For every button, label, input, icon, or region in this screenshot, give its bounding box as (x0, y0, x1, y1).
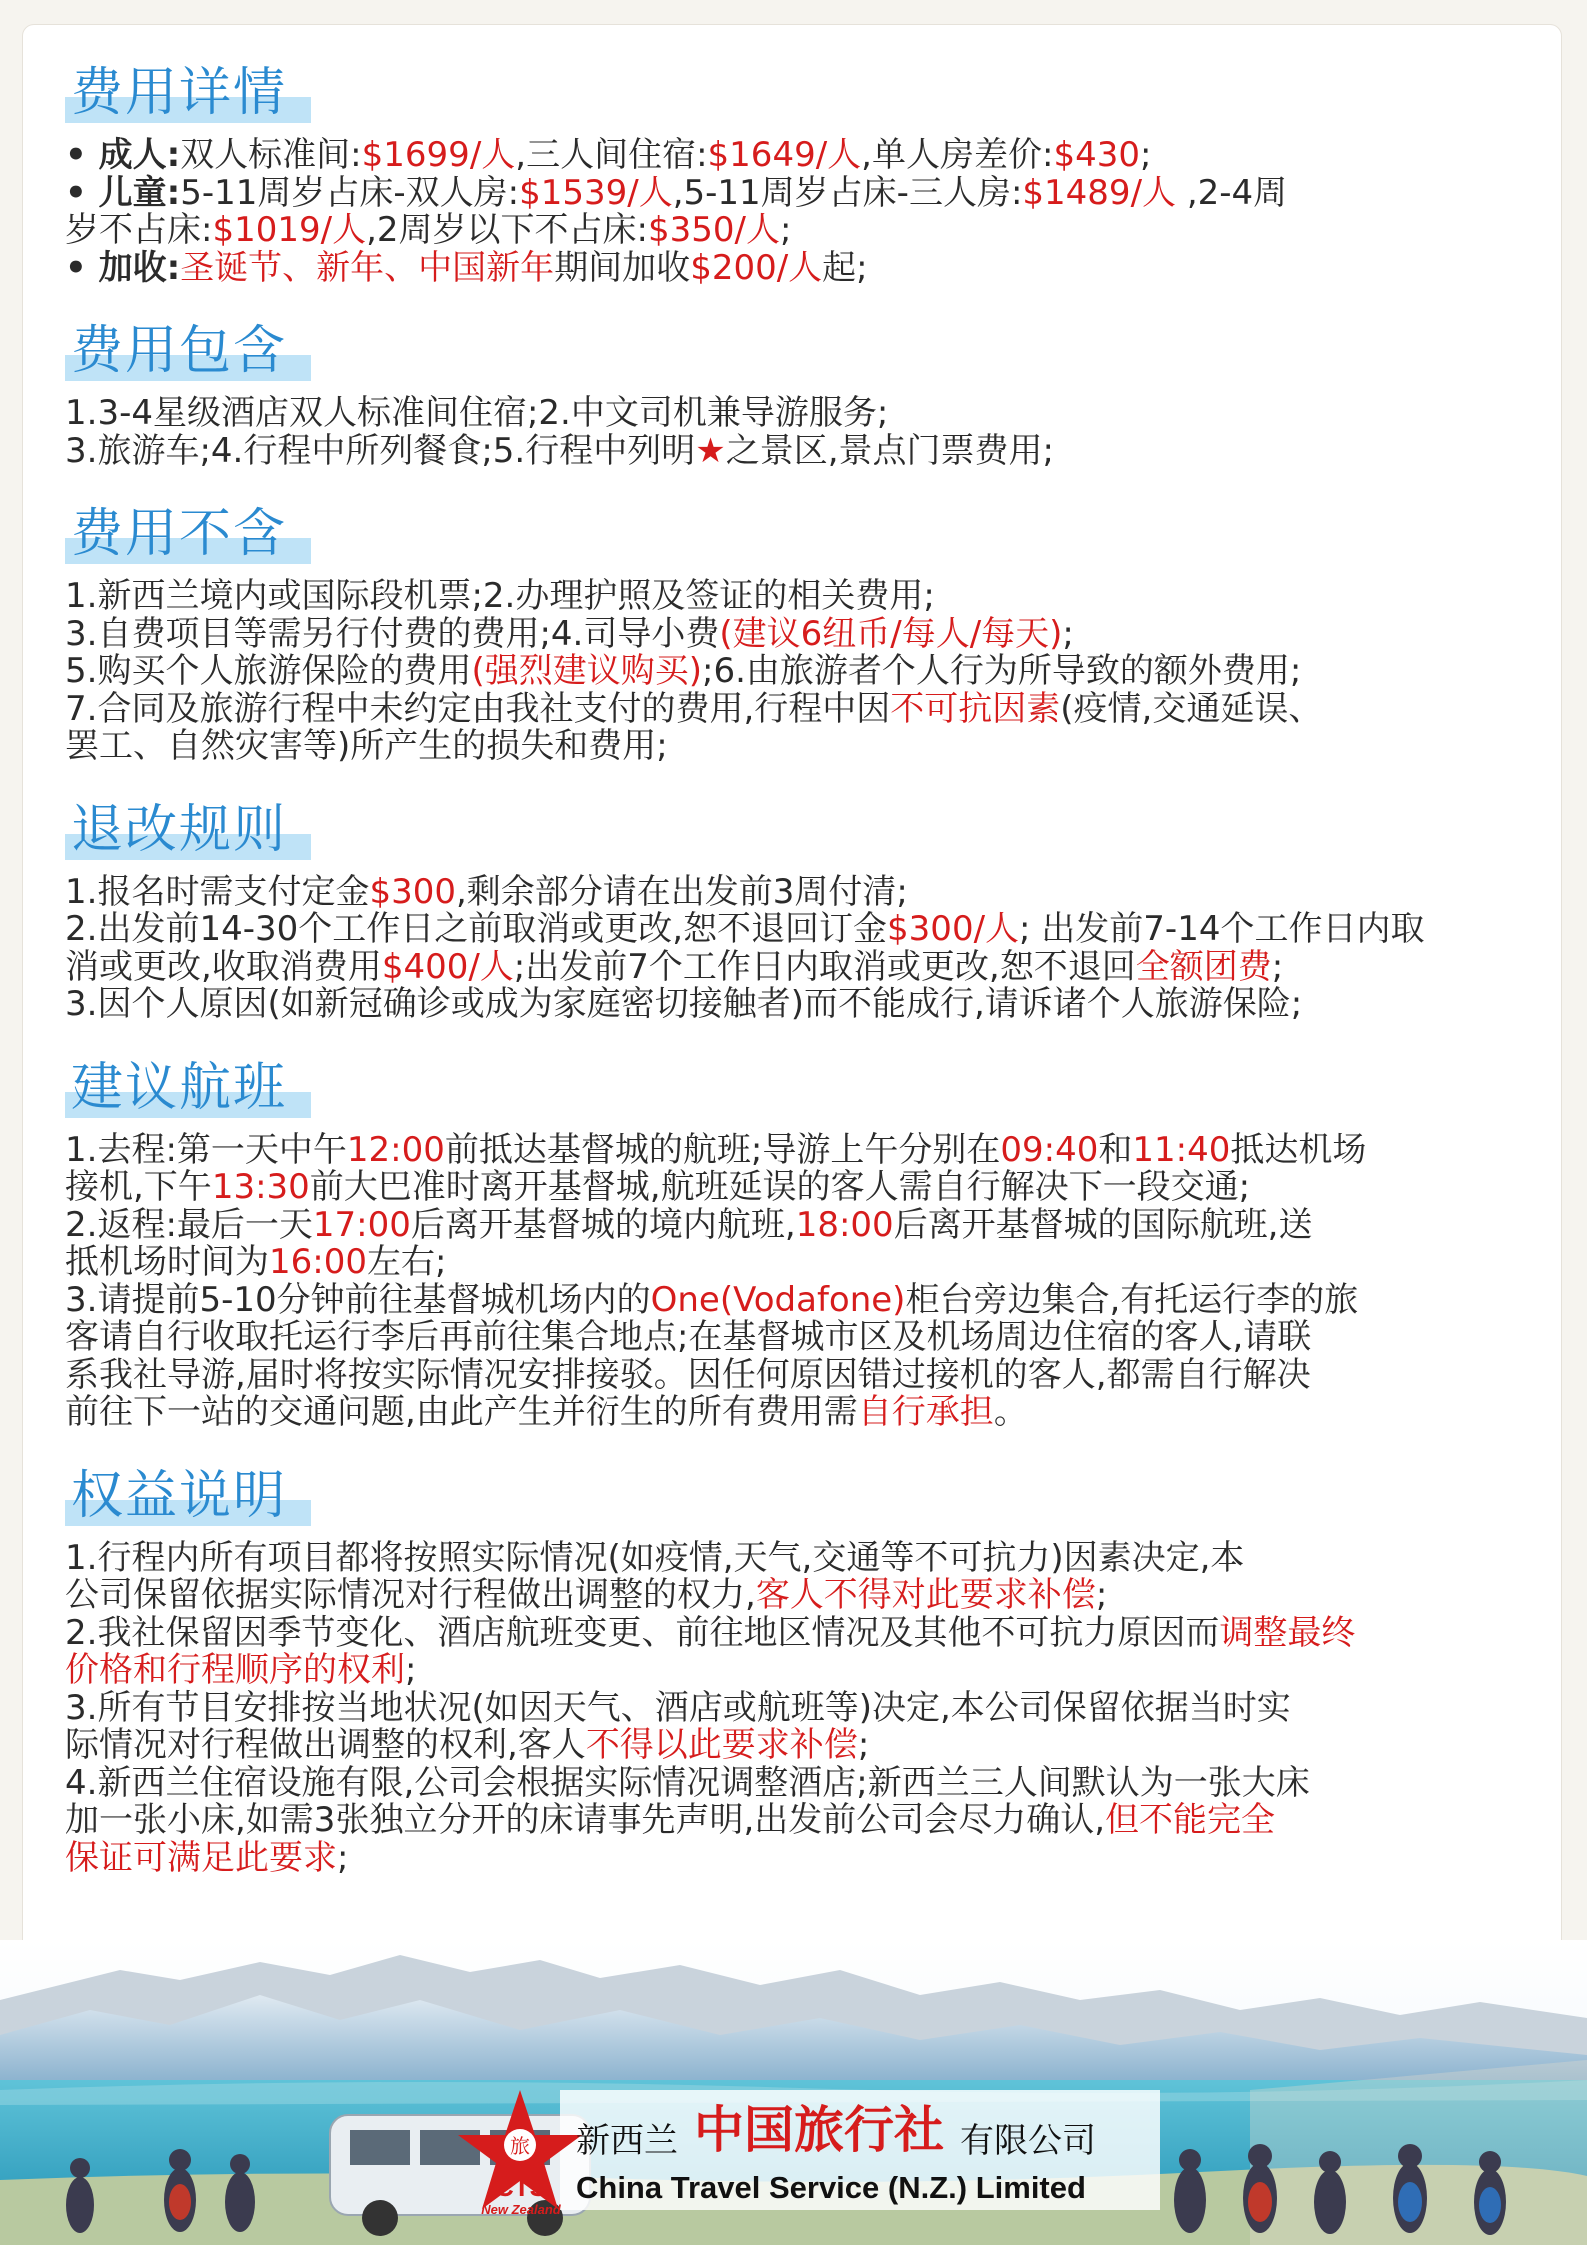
cts-logo-text: CTS (495, 2172, 547, 2202)
body-text: 1.行程内所有项目都将按照实际情况(如疫情,天气,交通等不可抗力)因素决定,本 (65, 1537, 1245, 1578)
label-text: 儿童: (98, 172, 181, 213)
company-name-suffix: 有限公司 (960, 2121, 1096, 2161)
section-heading (65, 55, 287, 131)
highlight-text: 但不能完全 (1105, 1800, 1276, 1840)
body-text: 前往下一站的交通问题,由此产生并衍生的所有费用需 (65, 1392, 858, 1432)
text-line (65, 247, 1525, 288)
section-body (65, 578, 1525, 766)
body-text: 左右; (366, 1242, 447, 1282)
text-line (65, 395, 1525, 433)
highlight-text: $1649/人 (707, 135, 862, 175)
section (65, 55, 1525, 287)
highlight-text: ★ (695, 430, 726, 471)
text-line (65, 1537, 1525, 1578)
text-line (65, 1169, 1525, 1207)
body-text: 前大巴准时离开基督城,航班延误的客人需自行解决下一段交通; (309, 1167, 1251, 1207)
body-text: 客请自行收取托运行李后再前往集合地点;在基督城市区及机场周边住宿的客人,请联 (65, 1317, 1312, 1357)
section-body (65, 137, 1525, 287)
highlight-text: 自行承担 (857, 1392, 994, 1432)
body-text: ;6.由旅游者个人行为所导致的额外费用; (701, 651, 1302, 691)
body-text: 之景区,景点门票费用; (725, 430, 1054, 471)
highlight-text: 不可抗因素 (890, 688, 1061, 729)
text-line (65, 986, 1525, 1024)
document-content (65, 55, 1525, 1903)
body-text: 接机,下午 (65, 1167, 212, 1207)
body-text: 2.出发前14-30个工作日之前取消或更改,恕不退回订金 (65, 909, 888, 949)
body-text: 和 (1098, 1129, 1133, 1170)
body-text: 5.购买个人旅游保险的费用 (65, 651, 472, 691)
highlight-text: $300 (369, 871, 456, 912)
section (65, 1050, 1525, 1432)
text-line (65, 911, 1525, 949)
highlight-text: 调整最终 (1219, 1612, 1356, 1653)
body-text: 7.合同及旅游行程中未约定由我社支付的费用,行程中因 (65, 688, 891, 729)
text-line (65, 172, 1525, 213)
body-text: ; (337, 1837, 349, 1878)
body-text: 2.我社保留因季节变化、酒店航班变更、前往地区情况及其他不可抗力原因而 (65, 1612, 1220, 1653)
text-line (65, 1204, 1525, 1245)
section-heading (65, 792, 287, 868)
text-line (65, 1837, 1525, 1878)
text-line (65, 613, 1525, 654)
body-text: 后离开基督城的国际航班,送 (893, 1204, 1313, 1245)
highlight-text: 09:40 (1000, 1129, 1099, 1170)
text-line (65, 1762, 1525, 1803)
text-line (65, 688, 1525, 729)
section-body (65, 1129, 1525, 1432)
body-text: ; (1139, 135, 1152, 175)
text-line (65, 1687, 1525, 1728)
highlight-text: $1019/人 (212, 210, 367, 250)
section (65, 792, 1525, 1024)
section-heading (65, 313, 287, 389)
body-text: 5-11周岁占床-双人房: (180, 172, 520, 213)
body-text: 加一张小床,如需3张独立分开的床请事先声明,出发前公司会尽力确认, (65, 1800, 1106, 1840)
section-title: 退改规则 (71, 799, 288, 860)
text-line (65, 430, 1525, 471)
body-text: ; (405, 1650, 417, 1690)
highlight-text: One(Vodafone) (650, 1279, 906, 1320)
body-text: 2.返程:最后一天 (65, 1204, 313, 1245)
body-text: ;出发前7个工作日内取消或更改,恕不退回 (513, 946, 1136, 987)
body-text: 3.因个人原因(如新冠确诊或成为家庭密切接触者)而不能成行,请诉诸个人旅游保险; (65, 984, 1303, 1024)
text-line (65, 946, 1525, 987)
body-text: ,2-4周 (1176, 172, 1288, 213)
body-text: ,剩余部分请在出发前3周付清; (455, 871, 908, 912)
body-text: 1.3-4星级酒店双人标准间住宿;2.中文司机兼导游服务; (65, 393, 889, 433)
section-body (65, 871, 1525, 1024)
highlight-text: 18:00 (795, 1204, 894, 1245)
body-text: 后离开基督城的境内航班, (410, 1204, 796, 1245)
text-line (65, 871, 1525, 912)
text-line (65, 1354, 1525, 1395)
body-text: 系我社导游,届时将按实际情况安排接驳。因任何原因错过接机的客人,都需自行解决 (65, 1354, 1311, 1395)
section-heading (65, 496, 287, 572)
text-line (65, 728, 1525, 766)
body-text: 抵达机场 (1230, 1129, 1367, 1170)
body-text: 期间加收 (554, 247, 691, 288)
cts-logo-subtext: New Zealand (481, 2202, 561, 2217)
body-text: 1.新西兰境内或国际段机票;2.办理护照及签证的相关费用; (65, 576, 935, 616)
highlight-text: 圣诞节、新年、中国新年 (180, 247, 555, 288)
body-text: 3.自费项目等需另行付费的费用;4.司导小费 (65, 613, 720, 654)
highlight-text: 17:00 (312, 1204, 411, 1245)
text-line (65, 1652, 1525, 1690)
highlight-text: $1539/人 (519, 172, 673, 213)
body-text: 1.去程:第一天中午 (65, 1129, 347, 1170)
highlight-text: 保证可满足此要求 (65, 1837, 337, 1878)
highlight-text: $430 (1053, 135, 1140, 175)
highlight-text: 13:30 (211, 1167, 310, 1207)
text-line (65, 1394, 1525, 1432)
body-text: 起; (822, 247, 868, 288)
highlight-text: $350/人 (648, 210, 780, 250)
body-text: 抵机场时间为 (65, 1242, 269, 1282)
highlight-text: $300/人 (887, 909, 1020, 949)
section (65, 313, 1525, 470)
label-text: • (65, 135, 99, 175)
body-text: 3.旅游车;4.行程中所列餐食;5.行程中列明 (65, 430, 696, 471)
section-heading (65, 1050, 287, 1126)
highlight-text: 全额团费 (1135, 946, 1272, 987)
highlight-text: 客人不得对此要求补偿 (755, 1575, 1096, 1615)
highlight-text: (建议6纽币/每人/每天) (719, 613, 1063, 654)
label-text: • (65, 247, 99, 288)
body-text: 3.所有节目安排按当地状况(如因天气、酒店或航班等)决定,本公司保留依据当时实 (65, 1687, 1291, 1728)
text-line (65, 212, 1525, 250)
body-text: ,三人间住宿: (515, 135, 708, 175)
body-text: 罢工、自然灾害等)所产生的损失和费用; (65, 726, 668, 766)
section-title: 费用不含 (71, 504, 288, 564)
text-line (65, 1612, 1525, 1653)
text-line (65, 137, 1525, 175)
label-text: 成人: (98, 135, 181, 175)
logo-badge-char: 旅 (510, 2134, 530, 2158)
company-name-english: China Travel Service (N.Z.) Limited (576, 2170, 1086, 2205)
label-text: 加收: (98, 247, 181, 288)
body-text: ; (1062, 613, 1074, 654)
section-heading (65, 1458, 287, 1534)
section (65, 1458, 1525, 1878)
section-title: 费用包含 (71, 321, 288, 381)
body-text: 4.新西兰住宿设施有限,公司会根据实际情况调整酒店;新西兰三人间默认为一张大床 (65, 1762, 1310, 1803)
highlight-text: 16:00 (269, 1242, 367, 1282)
highlight-text: $400/人 (381, 946, 514, 987)
body-text: 1.报名时需支付定金 (65, 871, 370, 912)
highlight-text: (强烈建议购买) (471, 651, 702, 691)
body-text: 柜台旁边集合,有托运行李的旅 (905, 1279, 1359, 1320)
highlight-text: 12:00 (346, 1129, 445, 1170)
body-text: 际情况对行程做出调整的权利,客人 (65, 1725, 586, 1765)
body-text: 前抵达基督城的航班;导游上午分别在 (444, 1129, 1001, 1170)
company-name-chinese (576, 2100, 1096, 2162)
body-text: ,2周岁以下不占床: (366, 210, 648, 250)
body-text: 双人标准间: (180, 135, 362, 175)
company-name-prefix: 新西兰 (576, 2121, 678, 2161)
highlight-text: 价格和行程顺序的权利 (65, 1650, 405, 1690)
section-title: 建议航班 (71, 1057, 288, 1118)
section (65, 496, 1525, 766)
highlight-text: $1489/人 (1022, 172, 1177, 213)
body-text: ; 出发前7-14个工作日内取 (1019, 909, 1425, 949)
text-line (65, 1802, 1525, 1840)
section-body (65, 1537, 1525, 1878)
body-text: (疫情,交通延误、 (1060, 688, 1323, 729)
body-text: ,单人房差价: (861, 135, 1054, 175)
text-line (65, 578, 1525, 616)
body-text: 3.请提前5-10分钟前往基督城机场内的 (65, 1279, 651, 1320)
highlight-text: $1699/人 (361, 135, 516, 175)
text-line (65, 1129, 1525, 1170)
text-line (65, 1244, 1525, 1282)
text-line (65, 1279, 1525, 1320)
text-line (65, 1727, 1525, 1765)
body-text: ; (857, 1725, 870, 1765)
highlight-text: 不得以此要求补偿 (585, 1725, 858, 1765)
highlight-text: $200/人 (690, 247, 823, 288)
body-text: 岁不占床: (65, 210, 213, 250)
highlight-text: 11:40 (1132, 1129, 1231, 1170)
text-line (65, 1577, 1525, 1615)
label-text: • (65, 172, 99, 213)
text-line (65, 653, 1525, 691)
body-text: 。 (993, 1392, 1028, 1432)
body-text: 消或更改,收取消费用 (65, 946, 382, 987)
body-text: 公司保留依据实际情况对行程做出调整的权力, (65, 1575, 756, 1615)
body-text: ,5-11周岁占床-三人房: (672, 172, 1023, 213)
section-body (65, 395, 1525, 470)
text-line (65, 1319, 1525, 1357)
body-text: ; (779, 210, 792, 250)
body-text: ; (1271, 946, 1284, 987)
section-title: 权益说明 (71, 1465, 288, 1526)
body-text: ; (1095, 1575, 1108, 1615)
company-name-main: 中国旅行社 (694, 2100, 944, 2159)
section-title: 费用详情 (71, 63, 288, 123)
